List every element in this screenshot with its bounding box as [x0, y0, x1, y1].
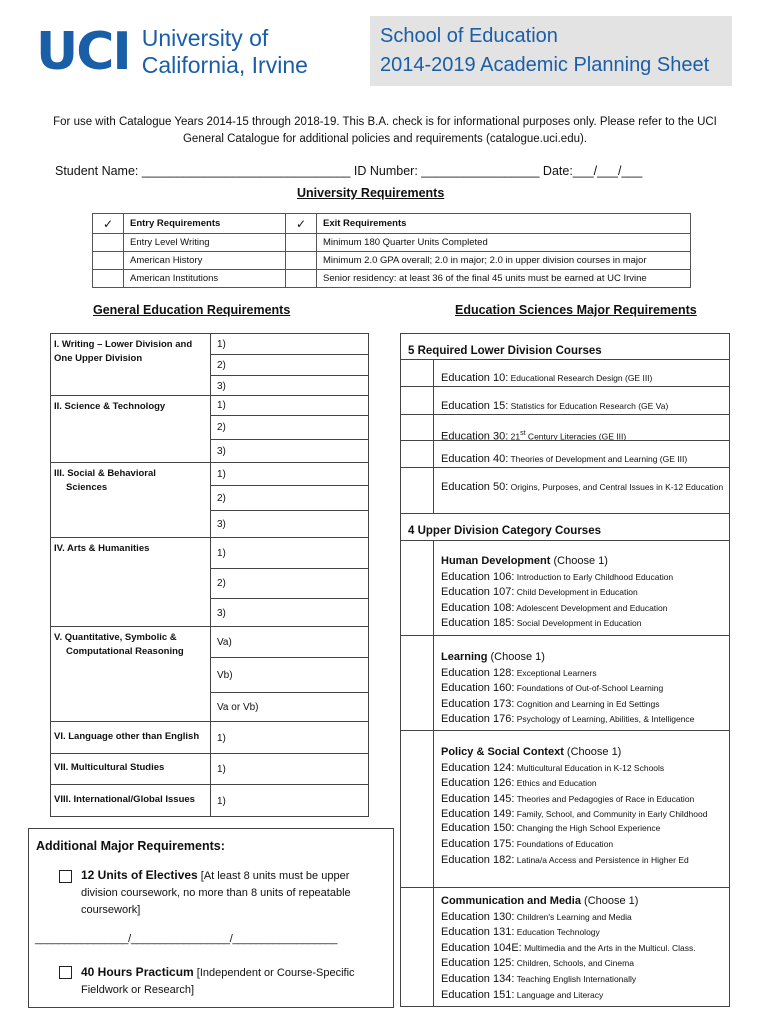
ge-label — [51, 785, 211, 817]
ge-slot[interactable]: 3) — [217, 446, 226, 457]
course-line — [441, 681, 725, 697]
course-code: Education 104E: — [441, 941, 522, 954]
logo-mark: UCI — [36, 22, 130, 82]
course-code: Education 149: — [441, 808, 515, 821]
course-code: Education 125: — [441, 957, 515, 970]
course-check-cell[interactable] — [401, 731, 434, 887]
course-code: Education 15: — [441, 400, 509, 412]
course-desc: Adolescent Development and Education — [514, 602, 668, 613]
additional-requirements-box — [28, 828, 394, 1008]
course-desc: Children, Schools, and Cinema — [514, 958, 634, 969]
course-desc: Latina/a Access and Persistence in Higher Ed — [514, 854, 689, 865]
table-row — [93, 234, 691, 252]
category-title — [441, 745, 725, 761]
course-desc-sup: st — [520, 430, 526, 437]
course-line — [441, 601, 725, 617]
ge-slot[interactable]: Va) — [211, 627, 368, 658]
course-desc: Foundations of Out-of-School Learning — [514, 683, 664, 694]
practicum-checkbox[interactable] — [59, 966, 72, 979]
title-line-2: 2014-2019 Academic Planning Sheet — [380, 54, 710, 76]
course-desc: 21 — [508, 431, 521, 442]
ge-slot[interactable]: 3) — [217, 519, 226, 530]
category-name: Learning — [441, 651, 488, 663]
course-desc: Ethics and Education — [514, 778, 597, 789]
ge-label — [51, 627, 211, 721]
ge-category-language — [51, 722, 368, 754]
list-item — [401, 467, 729, 513]
check-cell[interactable] — [286, 234, 317, 252]
course-desc: Multimedia and the Arts in the Multicul. Class. — [521, 942, 696, 953]
ge-label-line: IV. Arts & Humanities — [54, 543, 150, 554]
ge-slot[interactable]: 3) — [217, 380, 226, 392]
ge-slot[interactable]: 1) — [217, 795, 226, 807]
course-text — [441, 371, 725, 387]
ge-category-quantitative — [51, 627, 368, 722]
ge-label-line: III. Social & Behavioral — [54, 468, 156, 479]
course-line — [441, 853, 725, 869]
ge-label-line: V. Quantitative, Symbolic & — [54, 632, 177, 643]
intro-line-2: General Catalogue for additional policies and requirements (catalogue.uci.edu). — [182, 133, 588, 145]
exit-cell: Senior residency: at least 36 of the final 45 units must be earned at UC Irvine — [317, 270, 691, 288]
course-code: Education 160: — [441, 682, 515, 695]
course-line — [441, 807, 725, 821]
category-name: Policy & Social Context — [441, 746, 564, 758]
table-row — [93, 270, 691, 288]
category-communication-media — [401, 887, 729, 1007]
course-code: Education 182: — [441, 853, 515, 866]
ge-slot[interactable]: 1) — [211, 334, 368, 355]
course-code: Education 30: — [441, 430, 509, 443]
course-desc: Exceptional Learners — [514, 667, 597, 678]
category-choose: (Choose 1) — [580, 895, 639, 907]
practicum-rest: [Independent or Course-Specific Fieldwork or Research] — [81, 967, 355, 996]
course-desc: Origins, Purposes, and Central Issues in K-12 Education — [508, 482, 724, 492]
exit-cell: Minimum 180 Quarter Units Completed — [317, 234, 691, 252]
course-desc: Century Literacies (GE III) — [525, 431, 627, 442]
course-code: Education 40: — [441, 453, 509, 465]
intro-line-1: For use with Catalogue Years 2014-15 through 2018-19. This B.A. check is for informational purposes only. Please refer to the UCI — [53, 116, 717, 128]
logo-line-1: University of — [141, 25, 269, 51]
ge-slot[interactable]: 1) — [217, 732, 226, 744]
university-requirements-title: University Requirements — [297, 186, 445, 200]
exit-requirements-header: Exit Requirements — [317, 214, 691, 234]
course-code: Education 128: — [441, 666, 515, 679]
course-code: Education 175: — [441, 837, 515, 850]
course-check-cell[interactable] — [401, 541, 434, 635]
list-item — [401, 359, 729, 386]
course-line — [441, 837, 725, 853]
course-line — [441, 988, 725, 1004]
ge-slot[interactable]: 1) — [211, 463, 368, 486]
course-line — [441, 821, 725, 837]
course-desc: Theories and Pedagogies of Race in Education — [514, 793, 695, 804]
course-code: Education 106: — [441, 570, 515, 583]
course-line — [441, 910, 725, 926]
category-title — [441, 650, 725, 666]
ge-requirements-table — [50, 333, 369, 817]
course-desc: Statistics for Education Research (GE Va) — [508, 401, 669, 411]
course-code: Education 176: — [441, 713, 515, 726]
category-text — [441, 745, 725, 868]
course-desc: Foundations of Education — [514, 838, 614, 849]
course-check-cell[interactable] — [401, 415, 434, 440]
course-code: Education 108: — [441, 601, 515, 614]
list-item — [401, 386, 729, 414]
course-code: Education 134: — [441, 972, 515, 985]
category-learning — [401, 635, 729, 730]
category-choose: (Choose 1) — [550, 555, 608, 567]
ge-slot[interactable]: 1) — [217, 764, 226, 775]
check-cell[interactable] — [286, 252, 317, 270]
ge-label — [51, 722, 211, 753]
course-code: Education 145: — [441, 792, 515, 805]
course-line — [441, 972, 725, 988]
category-text — [441, 650, 725, 728]
major-requirements-table — [400, 333, 730, 1007]
ge-label-line: II. Science & Technology — [54, 401, 166, 412]
ge-label-line: VI. Language other than English — [54, 731, 200, 742]
course-line — [441, 792, 725, 808]
course-line — [441, 697, 725, 713]
upper-division-heading-row — [401, 513, 729, 540]
check-cell[interactable] — [93, 234, 124, 252]
course-code: Education 150: — [441, 822, 515, 835]
course-line — [441, 616, 725, 632]
course-desc: Multicultural Education in K-12 Schools — [514, 762, 665, 773]
category-choose: (Choose 1) — [563, 746, 622, 758]
course-line — [441, 585, 725, 601]
logo-text — [142, 25, 308, 79]
electives-text — [81, 867, 381, 919]
category-text — [441, 894, 725, 1003]
ge-label — [51, 538, 211, 626]
practicum-text — [81, 964, 381, 999]
ge-slot[interactable]: 2) — [211, 355, 368, 376]
ge-label-line: I. Writing – Lower Division and — [54, 339, 193, 350]
ge-slot[interactable]: Vb) — [211, 658, 368, 693]
ge-slot[interactable]: 1) — [211, 538, 368, 569]
course-check-cell[interactable] — [401, 441, 434, 467]
ge-category-multicultural — [51, 754, 368, 785]
student-info-line: Student Name: ______________________________ ID Number: _________________ Date:___/___/___ — [55, 164, 643, 178]
ge-label — [51, 754, 211, 784]
course-code: Education 107: — [441, 586, 515, 599]
course-line — [441, 941, 725, 957]
ge-category-international — [51, 785, 368, 817]
ge-label-line: One Upper Division — [54, 353, 143, 364]
course-desc: Introduction to Early Childhood Education — [514, 571, 674, 582]
course-code: Education 131: — [441, 926, 515, 939]
category-policy-social-context — [401, 730, 729, 887]
course-desc: Teaching English Internationally — [514, 973, 637, 984]
category-text — [441, 554, 725, 632]
ge-category-writing — [51, 334, 368, 396]
ge-label — [51, 463, 211, 537]
entry-requirements-header: Entry Requirements — [124, 214, 286, 234]
check-mark-icon: ✓ — [286, 214, 317, 234]
practicum-bold: 40 Hours Practicum — [81, 965, 194, 979]
course-desc: Psychology of Learning, Abilities, & Intelligence — [514, 714, 695, 725]
course-check-cell[interactable] — [401, 636, 434, 730]
course-text — [441, 480, 725, 494]
course-desc: Education Technology — [514, 927, 600, 938]
course-code: Education 50: — [441, 481, 509, 493]
table-row — [93, 252, 691, 270]
course-desc: Theories of Development and Learning (GE III) — [508, 454, 688, 464]
category-choose: (Choose 1) — [487, 651, 545, 663]
course-desc: Language and Literacy — [514, 989, 604, 1000]
course-code: Education 151: — [441, 988, 515, 1001]
list-item — [401, 414, 729, 443]
ge-requirements-title: General Education Requirements — [93, 303, 291, 317]
list-item — [401, 440, 729, 467]
major-requirements-title: Education Sciences Major Requirements — [455, 303, 697, 317]
course-code: Education 126: — [441, 777, 515, 790]
course-text — [441, 452, 725, 468]
additional-title: Additional Major Requirements: — [36, 839, 225, 853]
check-cell[interactable] — [93, 252, 124, 270]
course-check-cell[interactable] — [401, 387, 434, 414]
ge-label-line: Sciences — [66, 482, 108, 493]
course-desc: Cognition and Learning in Ed Settings — [514, 698, 660, 709]
ge-label — [51, 334, 211, 395]
lower-division-heading: 5 Required Lower Division Courses — [408, 345, 602, 357]
course-desc: Child Development in Education — [514, 587, 638, 598]
logo-line-2: California, Irvine — [141, 52, 308, 78]
ge-category-arts — [51, 538, 368, 627]
ge-slot[interactable]: 2) — [211, 569, 368, 599]
category-title — [441, 554, 725, 570]
course-line — [441, 712, 725, 728]
course-desc: Children's Learning and Media — [514, 911, 632, 922]
category-name: Communication and Media — [441, 895, 581, 907]
course-check-cell[interactable] — [401, 360, 434, 386]
check-cell[interactable] — [286, 270, 317, 288]
ge-label-line: Computational Reasoning — [66, 646, 184, 657]
course-line — [441, 570, 725, 586]
course-code: Education 10: — [441, 372, 509, 384]
course-desc: Social Development in Education — [514, 618, 642, 629]
entry-cell: American Institutions — [124, 270, 286, 288]
course-text — [441, 399, 725, 415]
course-check-cell[interactable] — [401, 468, 434, 513]
electives-bold: 12 Units of Electives — [81, 868, 198, 882]
course-line — [441, 956, 725, 972]
entry-cell: Entry Level Writing — [124, 234, 286, 252]
electives-rest: [At least 8 units must be upper division coursework, no more than 8 units of repeatable coursework] — [81, 870, 351, 916]
intro-text — [40, 114, 730, 148]
ge-category-science — [51, 396, 368, 463]
title-box — [370, 16, 732, 86]
category-title — [441, 894, 725, 910]
course-line — [441, 776, 725, 792]
course-check-cell[interactable] — [401, 888, 434, 1007]
title-line-1: School of Education — [380, 25, 558, 47]
ge-slot[interactable]: Va or Vb) — [217, 702, 259, 713]
check-cell[interactable] — [93, 270, 124, 288]
ge-slot[interactable]: 2) — [211, 486, 368, 511]
course-code: Education 173: — [441, 697, 515, 710]
ge-category-social — [51, 463, 368, 538]
course-line — [441, 761, 725, 777]
course-code: Education 185: — [441, 617, 515, 630]
course-code: Education 130: — [441, 910, 515, 923]
ge-slot[interactable]: 3) — [217, 607, 226, 619]
ge-label-line: VII. Multicultural Studies — [54, 762, 165, 773]
course-desc: Educational Research Design (GE III) — [508, 373, 653, 383]
ge-label — [51, 396, 211, 462]
exit-cell: Minimum 2.0 GPA overall; 2.0 in major; 2.0 in upper division courses in major — [317, 252, 691, 270]
course-code: Education 124: — [441, 761, 515, 774]
university-requirements-table — [92, 213, 691, 288]
course-desc: Family, School, and Community in Early Childhood — [514, 809, 708, 820]
electives-fill-line[interactable]: ________________/_________________/__________________ — [35, 933, 338, 945]
check-mark-icon: ✓ — [93, 214, 124, 234]
ge-label-line: VIII. International/Global Issues — [54, 794, 195, 805]
ge-slot[interactable]: 1) — [211, 396, 368, 416]
upper-division-heading: 4 Upper Division Category Courses — [408, 525, 601, 537]
entry-cell: American History — [124, 252, 286, 270]
ge-slot[interactable]: 2) — [211, 416, 368, 440]
electives-checkbox[interactable] — [59, 870, 72, 883]
category-human-development — [401, 540, 729, 635]
uci-logo — [36, 24, 308, 80]
course-line — [441, 666, 725, 682]
course-desc: Changing the High School Experience — [514, 823, 661, 834]
category-name: Human Development — [441, 555, 551, 567]
course-line — [441, 925, 725, 941]
